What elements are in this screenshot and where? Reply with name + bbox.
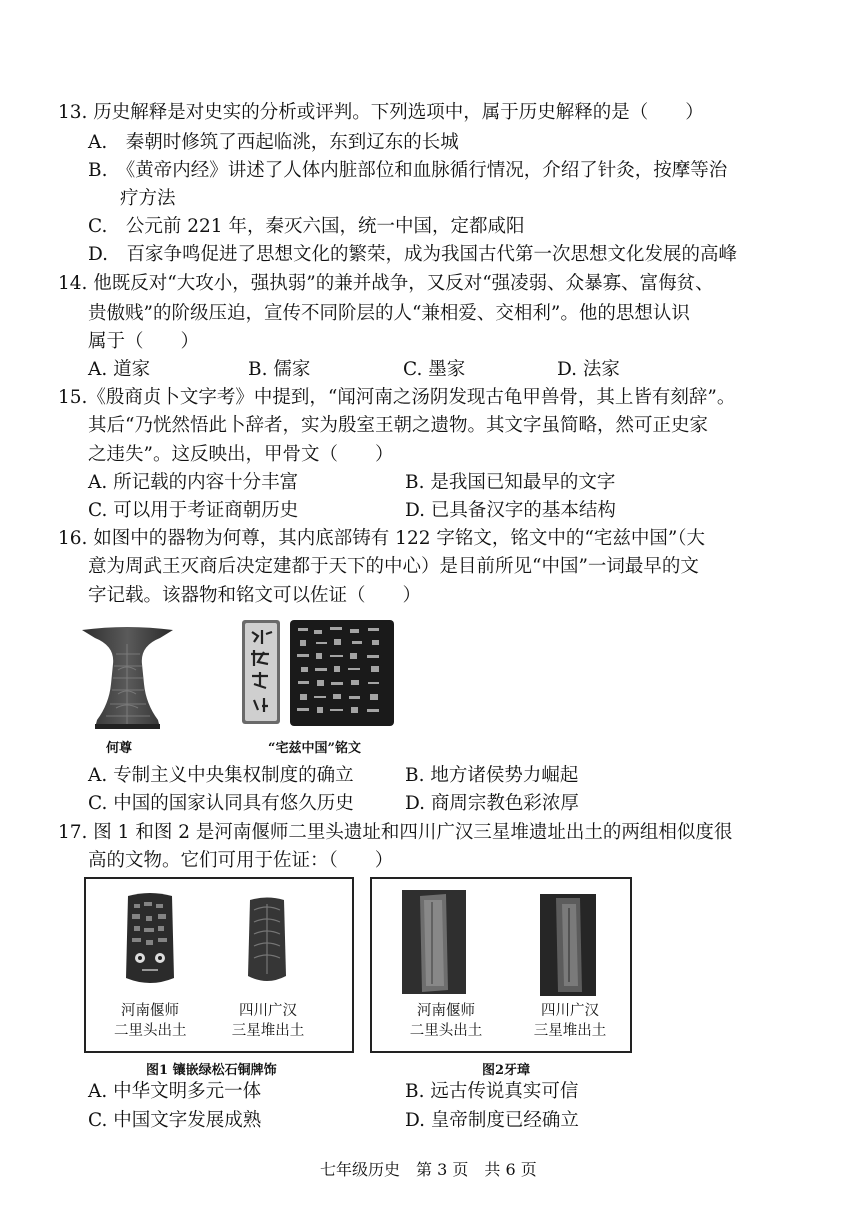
q14-stem-3: 属于（ ） (88, 331, 200, 352)
figure-1-caption: 图1 镶嵌绿松石铜牌饰 (146, 1063, 277, 1078)
q13-stem: 13. 历史解释是对史实的分析或评判。下列选项中，属于历史解释的是（ ） (58, 102, 704, 123)
fig1-right-caption-line1: 四川广汉 (239, 1003, 297, 1019)
caption-he-zun: 何尊 (106, 741, 133, 756)
inscription-detail-image (242, 620, 280, 724)
q15-stem-1: 15.《殷商贞卜文字考》中提到，“闻河南之汤阴发现古龟甲兽骨，其上皆有刻辞”。 (58, 387, 736, 408)
q13-option-c: C. 公元前 221 年，秦灭六国，统一中国，定都咸阳 (88, 216, 525, 237)
inscription-rubbing-image (290, 620, 394, 726)
erlitou-yazhang-image (402, 890, 466, 994)
q13-option-b-cont: 疗方法 (120, 188, 176, 209)
sanxingdui-bronze-plaque-image (244, 896, 290, 984)
fig1-left-caption (114, 1002, 186, 1041)
q14-option-c: C. 墨家 (403, 359, 466, 380)
q16-option-d: D. 商周宗教色彩浓厚 (405, 793, 579, 814)
fig1-right-caption-line2: 三星堆出土 (231, 1022, 305, 1039)
q15-option-a: A. 所记载的内容十分丰富 (88, 472, 299, 493)
q17-option-b: B. 远古传说真实可信 (405, 1081, 579, 1102)
q15-option-d: D. 已具备汉字的基本结构 (405, 500, 616, 521)
q17-stem-1: 17. 图 1 和图 2 是河南偃师二里头遗址和四川广汉三星堆遗址出土的两组相似度很 (58, 822, 733, 843)
figure-2-caption: 图2牙璋 (482, 1063, 531, 1078)
fig2-right-caption (530, 1002, 610, 1041)
fig1-right-caption (230, 1002, 306, 1041)
fig2-right-caption-line1: 四川广汉 (541, 1003, 599, 1019)
q13-option-a: A. 秦朝时修筑了西起临洮，东到辽东的长城 (88, 132, 459, 153)
fig2-left-caption-line2: 二里头出土 (409, 1022, 483, 1039)
q15-stem-2: 其后“乃恍然悟此卜辞者，实为殷室王朝之遗物。其文字虽简略，然可正史家 (88, 415, 708, 436)
q17-stem-2: 高的文物。它们可用于佐证：（ ） (88, 850, 394, 871)
q15-option-b: B. 是我国已知最早的文字 (405, 472, 616, 493)
fig1-left-caption-line2: 二里头出土 (114, 1022, 187, 1039)
q17-option-c: C. 中国文字发展成熟 (88, 1110, 262, 1131)
fig1-left-caption-line1: 河南偃师 (121, 1003, 179, 1019)
q17-option-a: A. 中华文明多元一体 (88, 1081, 262, 1102)
q14-option-a: A. 道家 (88, 359, 151, 380)
q14-option-d: D. 法家 (557, 359, 620, 380)
q15-option-c: C. 可以用于考证商朝历史 (88, 500, 299, 521)
erlitou-bronze-plaque-image (122, 892, 178, 988)
q14-option-b: B. 儒家 (248, 359, 311, 380)
q14-stem-1: 14. 他既反对“大攻小，强执弱”的兼并战争，又反对“强凌弱、众暴寡、富侮贫、 (58, 273, 714, 294)
fig2-left-caption-line1: 河南偃师 (417, 1003, 475, 1019)
fig2-right-caption-line2: 三星堆出土 (533, 1022, 607, 1039)
q16-option-a: A. 专制主义中央集权制度的确立 (88, 765, 354, 786)
q14-stem-2: 贵傲贱”的阶级压迫，宣传不同阶层的人“兼相爱、交相利”。他的思想认识 (88, 303, 690, 324)
q16-option-b: B. 地方诸侯势力崛起 (405, 765, 579, 786)
q17-option-d: D. 皇帝制度已经确立 (405, 1110, 579, 1131)
q15-stem-3: 之违失”。这反映出，甲骨文（ ） (88, 444, 394, 465)
q16-stem-3: 字记载。该器物和铭文可以佐证（ ） (88, 585, 422, 606)
sanxingdui-yazhang-image (540, 894, 596, 996)
he-zun-vessel-image (80, 624, 175, 730)
q16-stem-2: 意为周武王灭商后决定建都于天下的中心）是目前所见“中国”一词最早的文 (88, 556, 699, 577)
q13-option-d: D. 百家争鸣促进了思想文化的繁荣，成为我国古代第一次思想文化发展的高峰 (88, 244, 738, 265)
q16-option-c: C. 中国的国家认同具有悠久历史 (88, 793, 354, 814)
page-footer: 七年级历史 第 3 页 共 6 页 (320, 1160, 537, 1179)
q16-stem-1: 16. 如图中的器物为何尊，其内底部铸有 122 字铭文，铭文中的“宅兹中国”（大 (58, 528, 706, 549)
caption-inscription: “宅兹中国”铭文 (268, 741, 361, 756)
q13-option-b: B. 《黄帝内经》讲述了人体内脏部位和血脉循行情况，介绍了针灸，按摩等治 (88, 160, 728, 181)
fig2-left-caption (408, 1002, 484, 1041)
